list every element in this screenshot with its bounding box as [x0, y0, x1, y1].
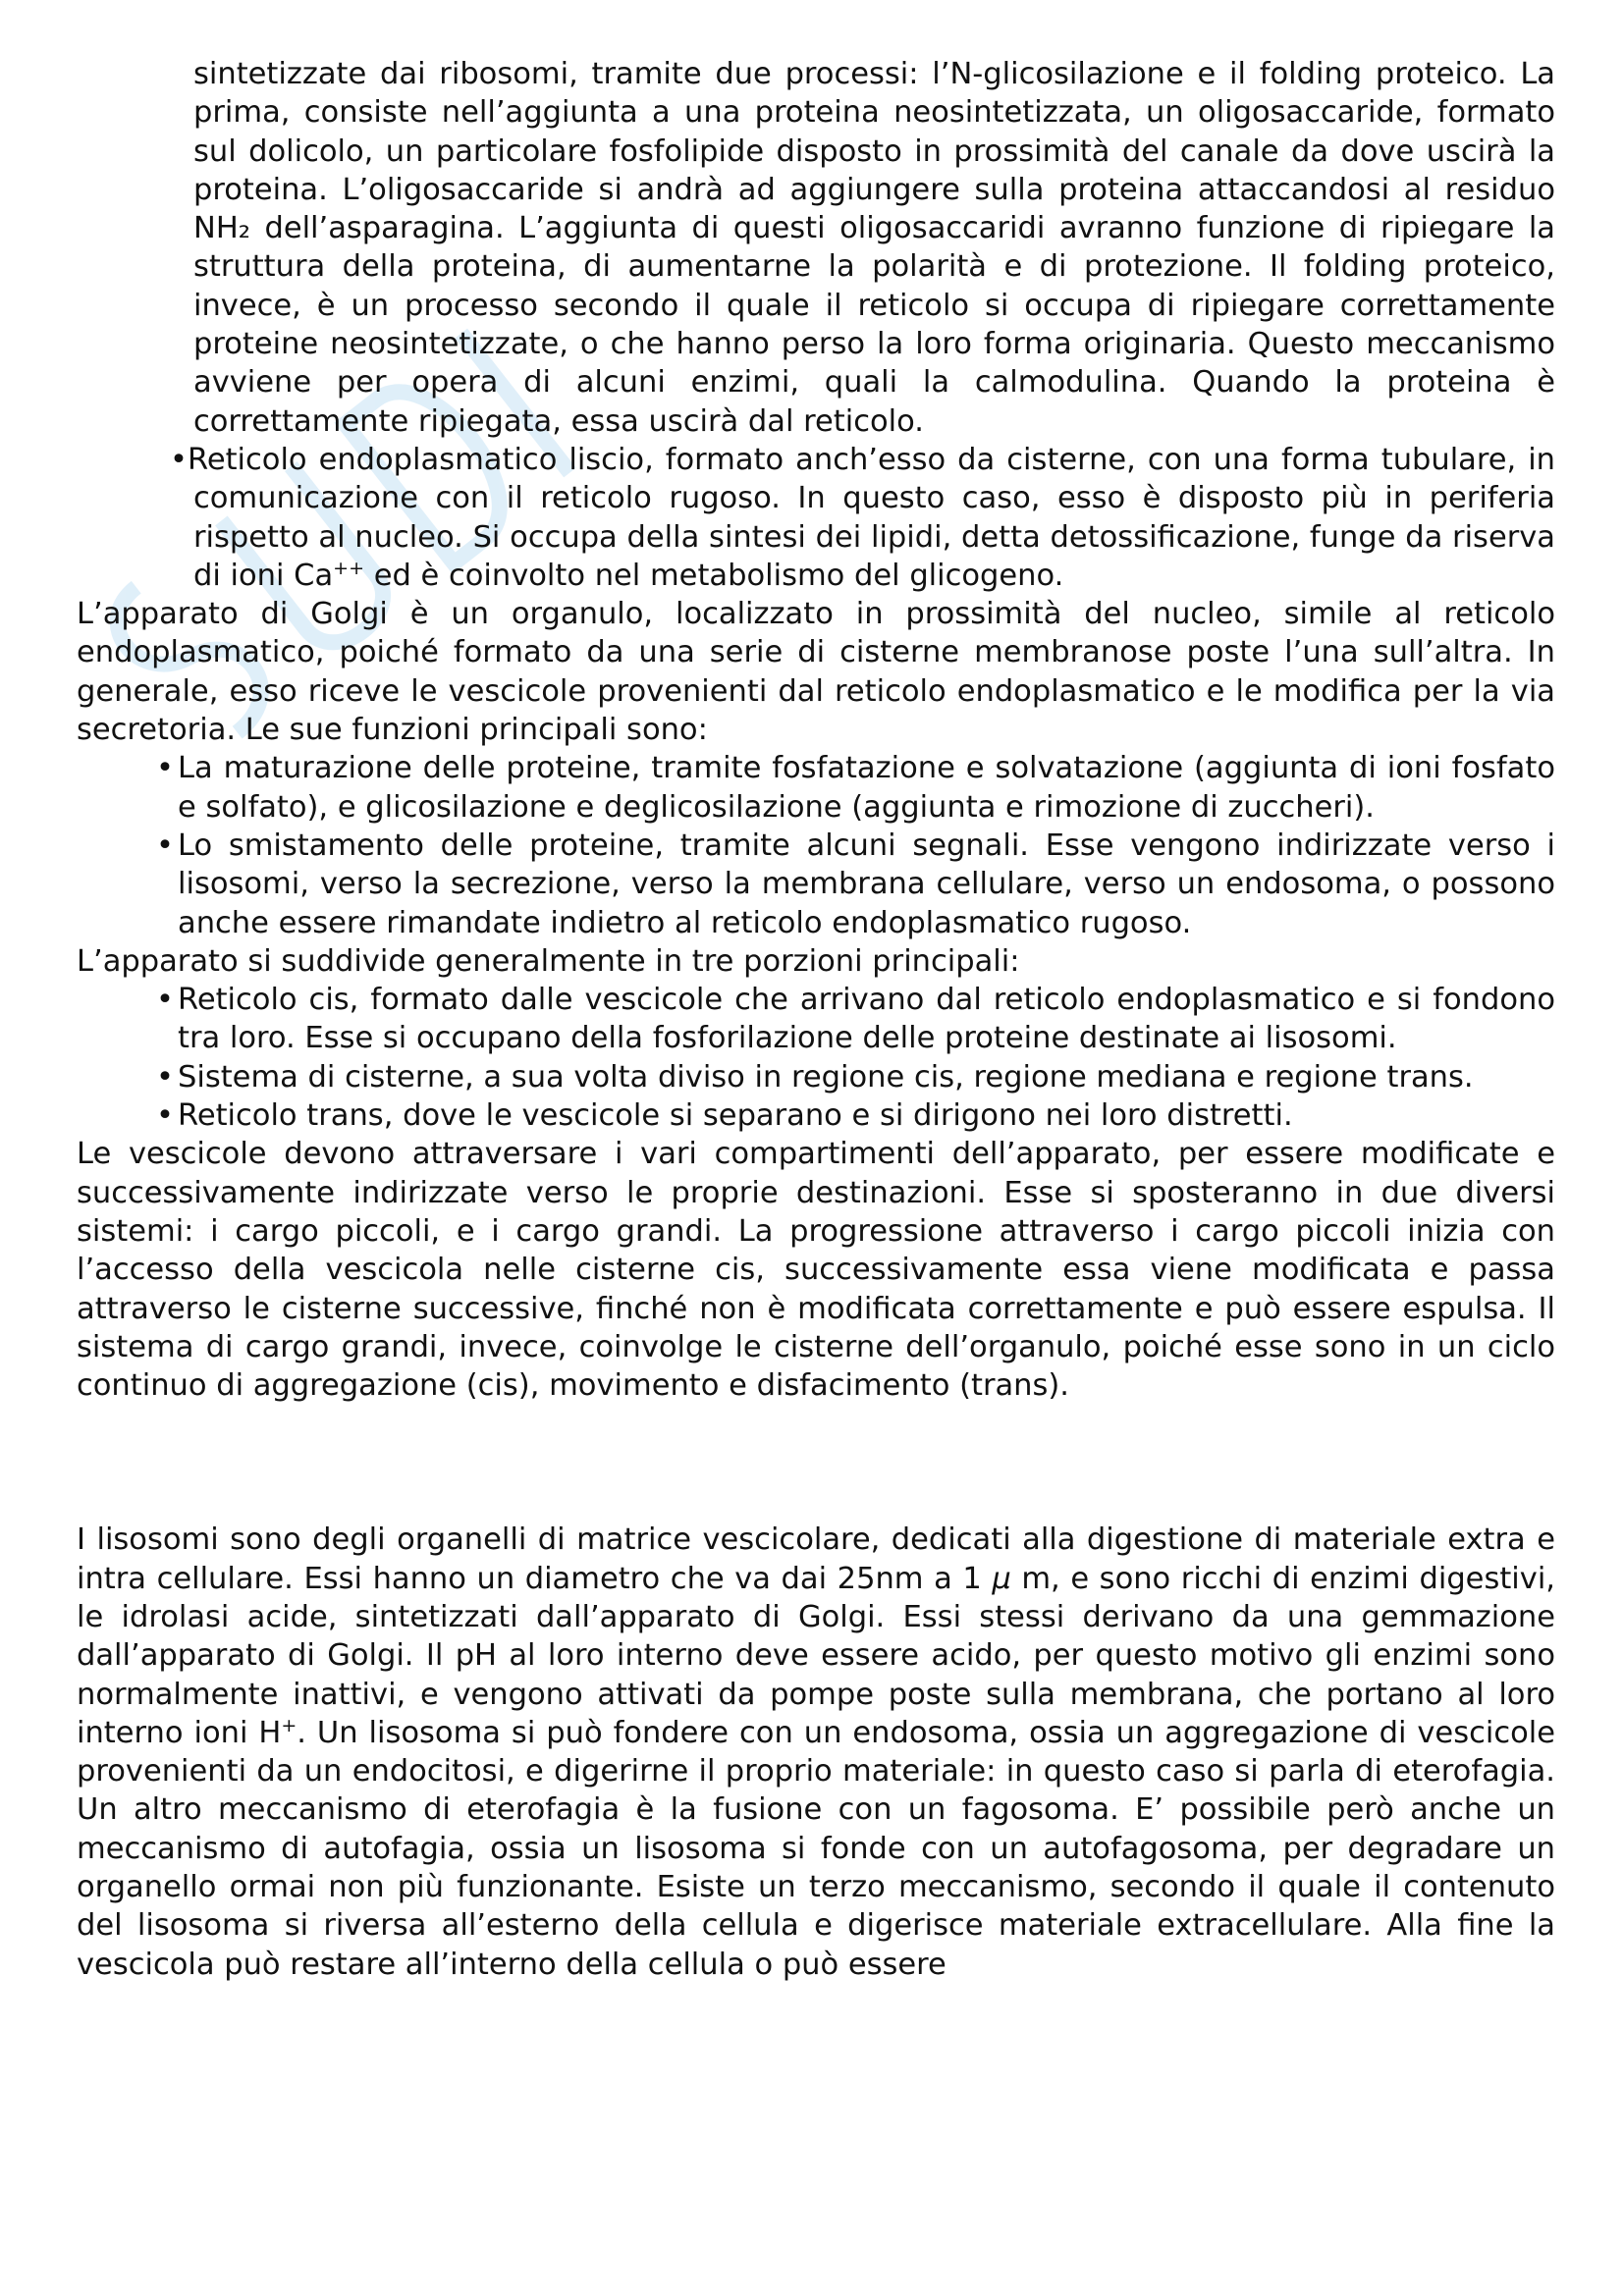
rough-er-continuation: sintetizzate dai ribosomi, tramite due processi: l’N-glicosilazione e il folding proteico. La prima, consiste nell’aggiunta a una proteina neosintetizzata, un oligosaccaride, formato sul dolicolo, un particolare fosfolipide disposto in prossimità del canale da dove uscirà la proteina. L’oligosaccaride si andrà ad aggiungere sulla proteina attaccandosi al residuo NH₂ dell’asparagina. L’aggiunta di questi oligosaccaridi avranno funzione di ripiegare la struttura della proteina, di aumentarne la polarità e di protezione. Il folding proteico, invece, è un processo secondo il quale il reticolo si occupa di ripiegare correttamente proteine neosintetizzate, o che hanno perso la loro forma originaria. Questo meccanismo avviene per opera di alcuni enzimi, quali la calmodulina. Quando la proteina è correttamente ripiegata, essa uscirà dal reticolo. — [193, 57, 1555, 439]
list-item: • Sistema di cisterne, a sua volta diviso in regione cis, regione mediana e regione trans. — [156, 1059, 1474, 1095]
list-item: • Lo smistamento delle proteine, tramite alcuni segnali. Esse vengono indirizzate verso i lisosomi, verso la secrezione, verso la membrana cellulare, verso un endosoma, o possono anche essere rimandate indietro al reticolo endoplasmatico rugoso. — [156, 828, 1555, 940]
hydrogen-charge: + — [281, 1714, 298, 1736]
section-gap — [77, 1405, 1555, 1521]
smooth-er-text: Reticolo endoplasmatico liscio, formato anch’esso da cisterne, con una forma tubulare, in comunicazione con il reticolo rugoso. In questo caso, esso è disposto più in periferia rispetto al nucleo. Si occupa della sintesi dei lipidi, detta detossificazione, funge da riserva di ioni Ca — [188, 442, 1555, 593]
lysosomes-paragraph: I lisosomi sono degli organelli di matrice vescicolare, dedicati alla digestione di materiale extra e intra cellulare. Essi hanno un diametro che va dai 25nm a 1 μ m, e sono ricchi di enzimi digestivi, le idrolasi acide, sintetizzati dall’apparato di Golgi. Essi stessi derivano da una gemmazione dall’apparato di Golgi. Il pH al loro interno deve essere acido, per questo motivo gli enzimi sono normalmente inattivi, e vengono attivati da pompe poste sulla membrana, che portano al loro interno ioni H+. Un lisosoma si può fondere con un endosoma, ossia un aggregazione di vescicole provenienti da un endocitosi, e digerirne il proprio materiale: in questo caso si parla di eterofagia. Un altro meccanismo di eterofagia è la fusione con un fagosoma. E’ possibile però anche un meccanismo di autofagia, ossia un lisosoma si fonde con un autofagosoma, per degradare un organello ormai non più funzionante. Esiste un terzo meccanismo, secondo il quale il contenuto del lisosoma si riversa all’esterno della cellula e digerisce materiale extracellulare. Alla fine la vescicola può restare all’interno della cellula o può essere — [77, 1522, 1555, 1982]
document-body — [77, 55, 1555, 1984]
golgi-portions-list — [77, 981, 1555, 1135]
golgi-functions-list — [77, 749, 1555, 941]
bullet-marker: • — [170, 442, 188, 477]
list-item: • La maturazione delle proteine, tramite fosfatazione e solvatazione (aggiunta di ioni fosfato e solfato), e glicosilazione e deglicosilazione (aggiunta e rimozione di zuccheri). — [156, 751, 1555, 825]
golgi-function-maturation: La maturazione delle proteine, tramite fosfatazione e solvatazione (aggiunta di ioni fosfato e solfato), e glicosilazione e deglicosilazione (aggiunta e rimozione di zuccheri). — [178, 751, 1555, 825]
mu-symbol: μ — [992, 1561, 1011, 1596]
golgi-portion-cis: Reticolo cis, formato dalle vescicole che arrivano dal reticolo endoplasmatico e si fondono tra loro. Esse si occupano della fosforilazione delle proteine destinate ai lisosomi. — [178, 983, 1555, 1056]
golgi-portion-cisterns: Sistema di cisterne, a sua volta diviso in regione cis, regione mediana e regione trans. — [178, 1059, 1474, 1095]
calcium-charge: ++ — [333, 557, 364, 579]
vesicles-paragraph: Le vescicole devono attraversare i vari compartimenti dell’apparato, per essere modificate e successivamente indirizzate verso le proprie destinazioni. Esse si sposteranno in due diversi sistemi: i cargo piccoli, e i cargo grandi. La progressione attraverso i cargo piccoli inizia con l’accesso della vescicola nelle cisterne cis, successivamente essa viene modificata e passa attraverso le cisterne successive, finché non è modificata correttamente e può essere espulsa. Il sistema di cargo grandi, invece, coinvolge le cisterne dell’organulo, poiché esse sono in un ciclo continuo di aggregazione (cis), movimento e disfacimento (trans). — [77, 1137, 1555, 1404]
smooth-er-text-end: ed è coinvolto nel metabolismo del glicogeno. — [364, 558, 1064, 593]
golgi-intro-paragraph: L’apparato di Golgi è un organulo, localizzato in prossimità del nucleo, simile al reticolo endoplasmatico, poiché formato da una serie di cisterne membranose poste l’una sull’altra. In generale, esso riceve le vescicole provenienti dal reticolo endoplasmatico e le modifica per la via secretoria. Le sue funzioni principali sono: — [77, 597, 1555, 748]
list-item: • Reticolo cis, formato dalle vescicole che arrivano dal reticolo endoplasmatico e si fondono tra loro. Esse si occupano della fosforilazione delle proteine destinate ai lisosomi. — [156, 983, 1555, 1056]
golgi-function-sorting: Lo smistamento delle proteine, tramite alcuni segnali. Esse vengono indirizzate verso i lisosomi, verso la secrezione, verso la membrana cellulare, verso un endosoma, o possono anche essere rimandate indietro al reticolo endoplasmatico rugoso. — [178, 828, 1555, 940]
bullet-smooth-er — [77, 441, 1555, 595]
golgi-portions-intro: L’apparato si suddivide generalmente in tre porzioni principali: — [77, 943, 1020, 979]
golgi-portion-trans: Reticolo trans, dove le vescicole si separano e si dirigono nei loro distretti. — [178, 1098, 1293, 1134]
list-item: • Reticolo trans, dove le vescicole si separano e si dirigono nei loro distretti. — [156, 1098, 1293, 1134]
